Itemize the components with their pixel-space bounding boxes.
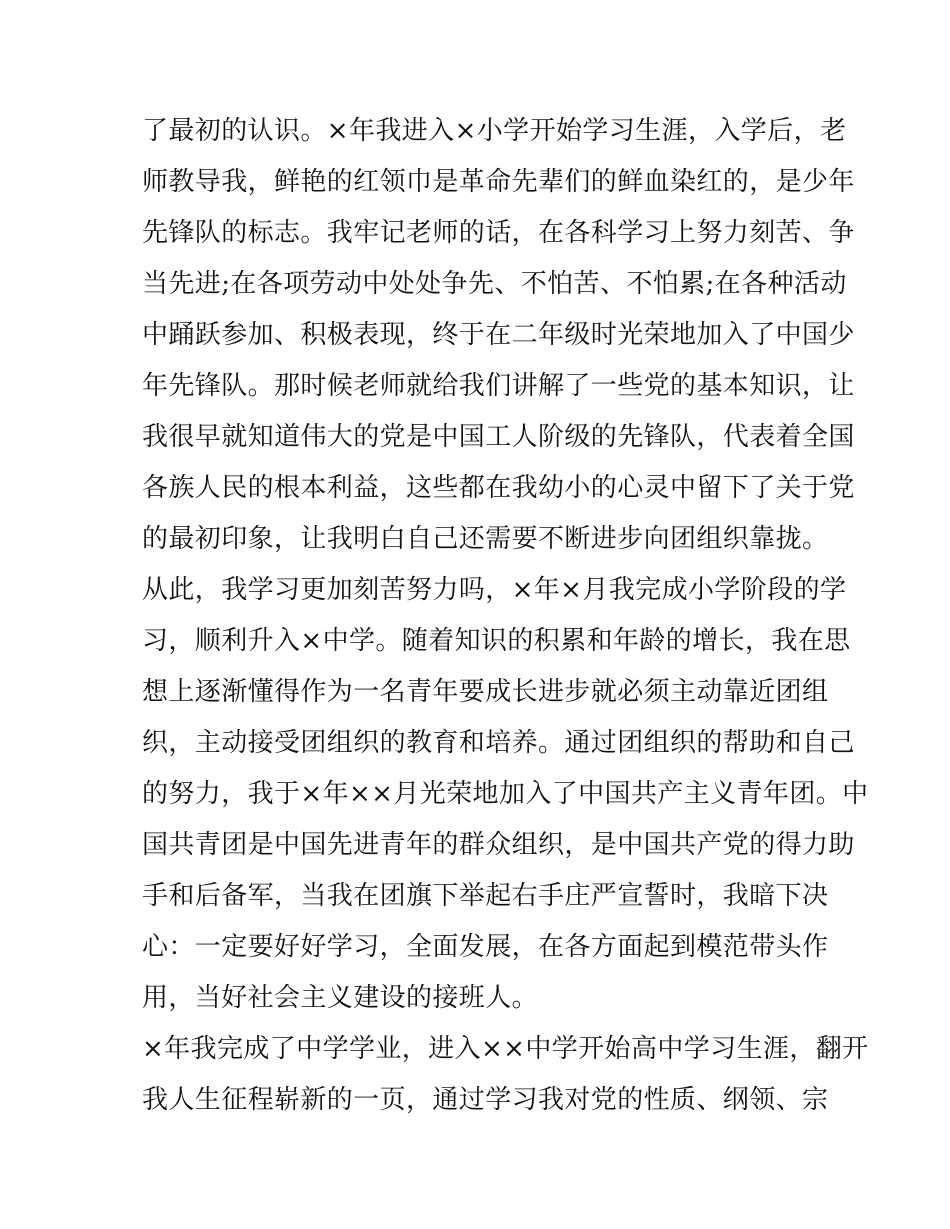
text-line: 我人生征程崭新的一页，通过学习我对党的性质、纲领、宗	[142, 1085, 829, 1115]
text-line: 各族人民的根本利益，这些都在我幼小的心灵中留下了关于党	[142, 473, 855, 503]
text-line: 的最初印象，让我明白自己还需要不断进步向团组织靠拢。	[142, 524, 829, 554]
text-line: 我很早就知道伟大的党是中国工人阶级的先锋队，代表着全国	[142, 422, 855, 452]
text-line: 用，当好社会主义建设的接班人。	[142, 983, 539, 1013]
text-line: 年先锋队。那时候老师就给我们讲解了一些党的基本知识，让	[142, 371, 855, 401]
text-line: 心：一定要好好学习，全面发展，在各方面起到模范带头作	[142, 932, 829, 962]
text-line: 国共青团是中国先进青年的群众组织，是中国共产党的得力助	[142, 830, 855, 860]
text-line: 手和后备军，当我在团旗下举起右手庄严宣誓时，我暗下决	[142, 881, 829, 911]
text-line: 当先进;在各项劳动中处处争先、不怕苦、不怕累;在各种活动	[142, 269, 847, 299]
text-line: 了最初的认识。×年我进入×小学开始学习生涯，入学后，老	[142, 116, 847, 146]
text-line: 师教导我，鲜艳的红领巾是革命先辈们的鲜血染红的，是少年	[142, 167, 855, 197]
text-line: 习，顺利升入×中学。随着知识的积累和年龄的增长，我在思	[142, 626, 851, 656]
text-line: 的努力，我于×年××月光荣地加入了中国共产主义青年团。中	[142, 779, 869, 809]
text-line: 从此，我学习更加刻苦努力吗，×年×月我完成小学阶段的学	[142, 575, 847, 605]
text-line: 织，主动接受团组织的教育和培养。通过团组织的帮助和自己	[142, 728, 855, 758]
text-line: 先锋队的标志。我牢记老师的话，在各科学习上努力刻苦、争	[142, 218, 855, 248]
body-text	[142, 106, 869, 1126]
text-line: 中踊跃参加、积极表现，终于在二年级时光荣地加入了中国少	[142, 320, 855, 350]
text-line: ×年我完成了中学学业，进入××中学开始高中学习生涯，翻开	[142, 1034, 869, 1064]
text-line: 想上逐渐懂得作为一名青年要成长进步就必须主动靠近团组	[142, 677, 829, 707]
